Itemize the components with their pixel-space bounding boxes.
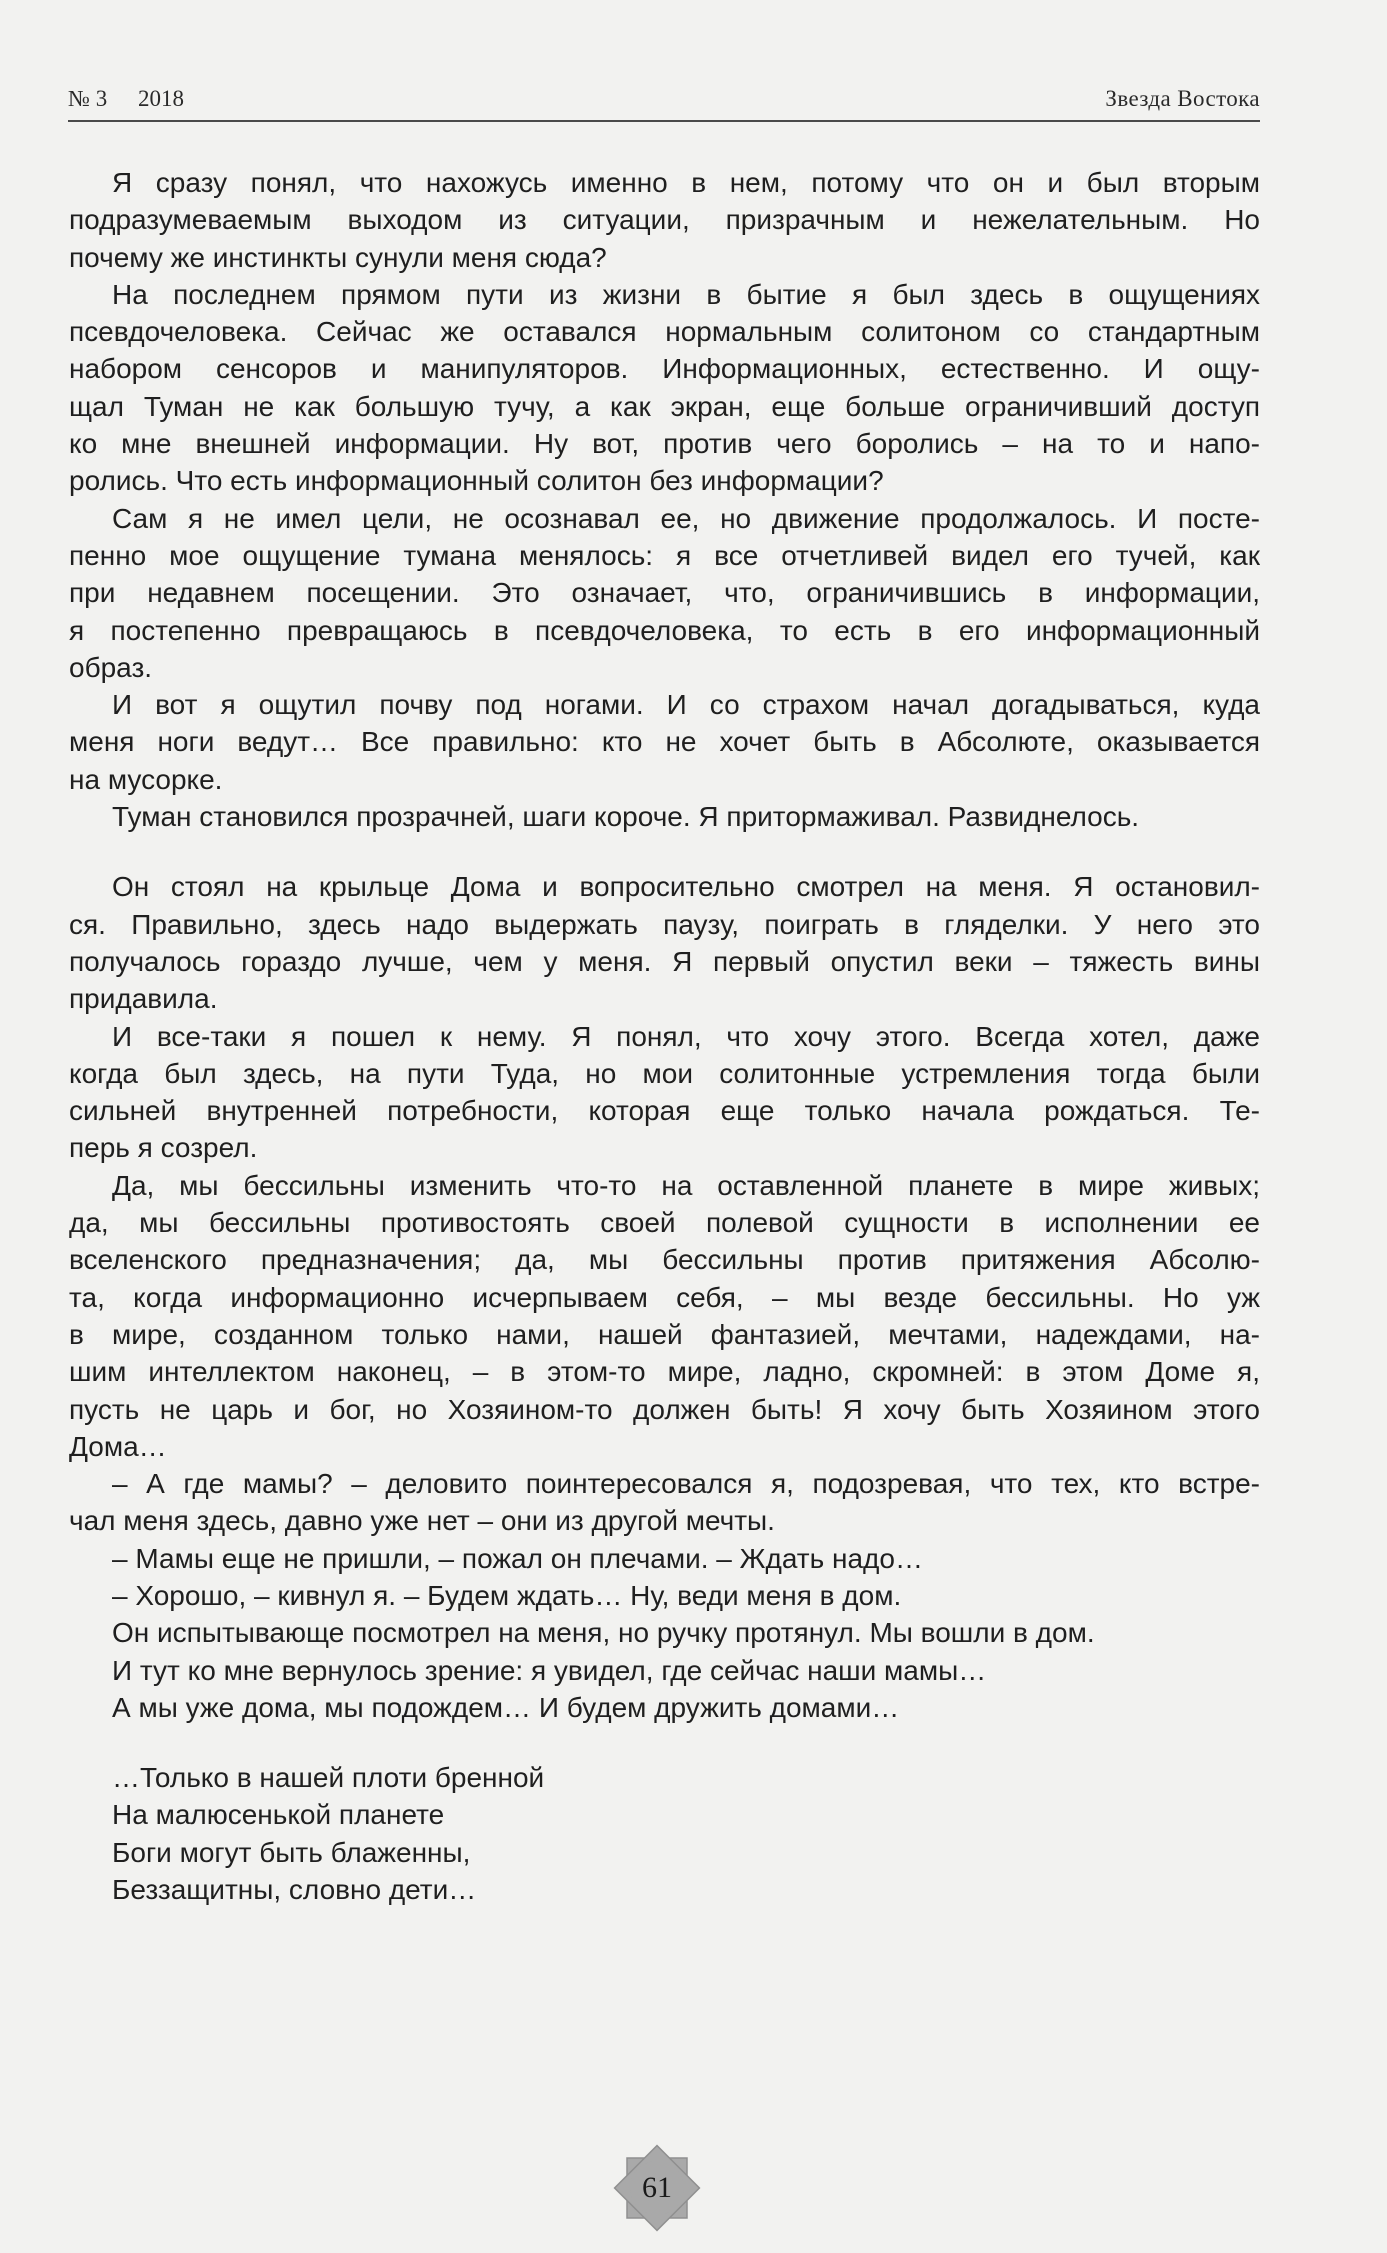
text-line: Он испытывающе посмотрел на меня, но ручку протянул. Мы вошли в дом. bbox=[112, 1617, 1095, 1649]
poem-line: На малюсенькой планете bbox=[112, 1799, 445, 1831]
poem-line: …Только в нашей плоти бренной bbox=[112, 1762, 545, 1794]
text-line: – Хорошо, – кивнул я. – Будем ждать… Ну, веди меня в дом. bbox=[112, 1579, 902, 1611]
text-line: И вот я ощутил почву под ногами. И со страхом начал догадываться, куда bbox=[112, 689, 1260, 721]
text-line: в мире, созданном только нами, нашей фантазией, мечтами, надеждами, на- bbox=[69, 1318, 1260, 1350]
text-line: сильней внутренней потребности, которая еще только начала рождаться. Те- bbox=[69, 1095, 1260, 1127]
running-header bbox=[68, 84, 1260, 114]
paragraph bbox=[69, 500, 1260, 686]
text-line: я постепенно превращаюсь в псевдочеловека, то есть в его информационный bbox=[69, 614, 1260, 646]
text-line: На последнем прямом пути из жизни в бытие я был здесь в ощущениях bbox=[112, 278, 1260, 310]
text-line: подразумеваемым выходом из ситуации, призрачным и нежелательным. Но bbox=[69, 204, 1260, 236]
text-line: И тут ко мне вернулось зрение: я увидел, где сейчас наши мамы… bbox=[112, 1654, 987, 1686]
journal-title: Звезда Востока bbox=[1105, 86, 1260, 111]
dialogue-paragraph bbox=[69, 1465, 1260, 1540]
text-line: псевдочеловека. Сейчас же оставался нормальным солитоном со стандартным bbox=[69, 316, 1260, 348]
text-line: при недавнем посещении. Это означает, что, ограничившись в информации, bbox=[69, 577, 1260, 609]
poem-line: Боги могут быть блаженны, bbox=[112, 1836, 471, 1868]
paragraph bbox=[69, 164, 1260, 276]
issue-year: 2018 bbox=[138, 86, 184, 111]
text-line: ролись. Что есть информационный солитон без информации? bbox=[69, 465, 884, 497]
text-line: ся. Правильно, здесь надо выдержать паузу, поиграть в гляделки. У него это bbox=[69, 908, 1260, 940]
text-line: образ. bbox=[69, 651, 153, 683]
text-line: почему же инстинкты сунули меня сюда? bbox=[69, 241, 607, 273]
text-line: вселенского предназначения; да, мы бессильны против притяжения Абсолю- bbox=[69, 1244, 1260, 1276]
text-line: Туман становился прозрачней, шаги короче. Я притормаживал. Развиднелось. bbox=[112, 801, 1140, 833]
header-rule bbox=[68, 120, 1260, 122]
text-line: да, мы бессильны противостоять своей полевой сущности в исполнении ее bbox=[69, 1207, 1260, 1239]
text-line: придавила. bbox=[69, 983, 218, 1015]
paragraph bbox=[69, 686, 1260, 798]
text-line: меня ноги ведут… Все правильно: кто не хочет быть в Абсолюте, оказывается bbox=[69, 726, 1260, 758]
text-line: пусть не царь и бог, но Хозяином-то должен быть! Я хочу быть Хозяином этого bbox=[69, 1393, 1260, 1425]
text-line: получалось гораздо лучше, чем у меня. Я первый опустил веки – тяжесть вины bbox=[69, 945, 1260, 977]
text-line: Я сразу понял, что нахожусь именно в нем, потому что он и был вторым bbox=[112, 167, 1260, 198]
text-line: та, когда информационно исчерпываем себя, – мы везде бессильны. Но уж bbox=[69, 1281, 1260, 1313]
text-line: Он стоял на крыльце Дома и вопросительно смотрел на меня. Я остановил- bbox=[112, 871, 1260, 903]
poem-stanza bbox=[69, 1759, 1260, 1908]
poem-line: Беззащитны, словно дети… bbox=[112, 1874, 477, 1906]
paragraph bbox=[69, 1689, 1260, 1726]
dialogue-paragraph bbox=[69, 1577, 1260, 1614]
text-line: набором сенсоров и манипуляторов. Информационных, естественно. И ощу- bbox=[69, 353, 1260, 385]
dialogue-paragraph bbox=[69, 1540, 1260, 1577]
page-number: 61 bbox=[642, 2171, 672, 2204]
text-line: Да, мы бессильны изменить что-то на оставленной планете в мире живых; bbox=[112, 1169, 1260, 1201]
text-line: чал меня здесь, давно уже нет – они из другой мечты. bbox=[69, 1505, 775, 1537]
text-line: когда был здесь, на пути Туда, но мои солитонные устремления тогда были bbox=[69, 1057, 1260, 1089]
text-line: – А где мамы? – деловито поинтересовался я, подозревая, что тех, кто встре- bbox=[112, 1468, 1260, 1500]
page-number-badge bbox=[607, 2138, 707, 2238]
text-line: щал Туман не как большую тучу, а как экран, еще больше ограничивший доступ bbox=[69, 390, 1260, 422]
text-line: Сам я не имел цели, не осознавал ее, но движение продолжалось. И посте- bbox=[112, 502, 1260, 534]
paragraph bbox=[69, 1652, 1260, 1689]
issue-number: № 3 bbox=[68, 86, 108, 111]
paragraph bbox=[69, 1614, 1260, 1651]
text-line: – Мамы еще не пришли, – пожал он плечами. – Ждать надо… bbox=[112, 1542, 923, 1574]
text-line: шим интеллектом наконец, – в этом-то мире, ладно, скромней: в этом Доме я, bbox=[69, 1356, 1260, 1388]
text-line: Дома… bbox=[69, 1430, 167, 1462]
paragraph bbox=[69, 868, 1260, 1017]
paragraph bbox=[69, 1018, 1260, 1167]
article-body bbox=[69, 164, 1260, 1908]
text-line: перь я созрел. bbox=[69, 1132, 258, 1164]
paragraph bbox=[69, 798, 1260, 835]
text-line: А мы уже дома, мы подождем… И будем дружить домами… bbox=[112, 1691, 900, 1723]
text-line: на мусорке. bbox=[69, 763, 223, 795]
text-line: И все-таки я пошел к нему. Я понял, что хочу этого. Всегда хотел, даже bbox=[112, 1020, 1260, 1052]
paragraph bbox=[69, 276, 1260, 500]
text-line: пенно мое ощущение тумана менялось: я все отчетливей видел его тучей, как bbox=[69, 539, 1260, 571]
paragraph bbox=[69, 1167, 1260, 1465]
text-line: ко мне внешней информации. Ну вот, против чего боролись – на то и напо- bbox=[69, 428, 1260, 460]
